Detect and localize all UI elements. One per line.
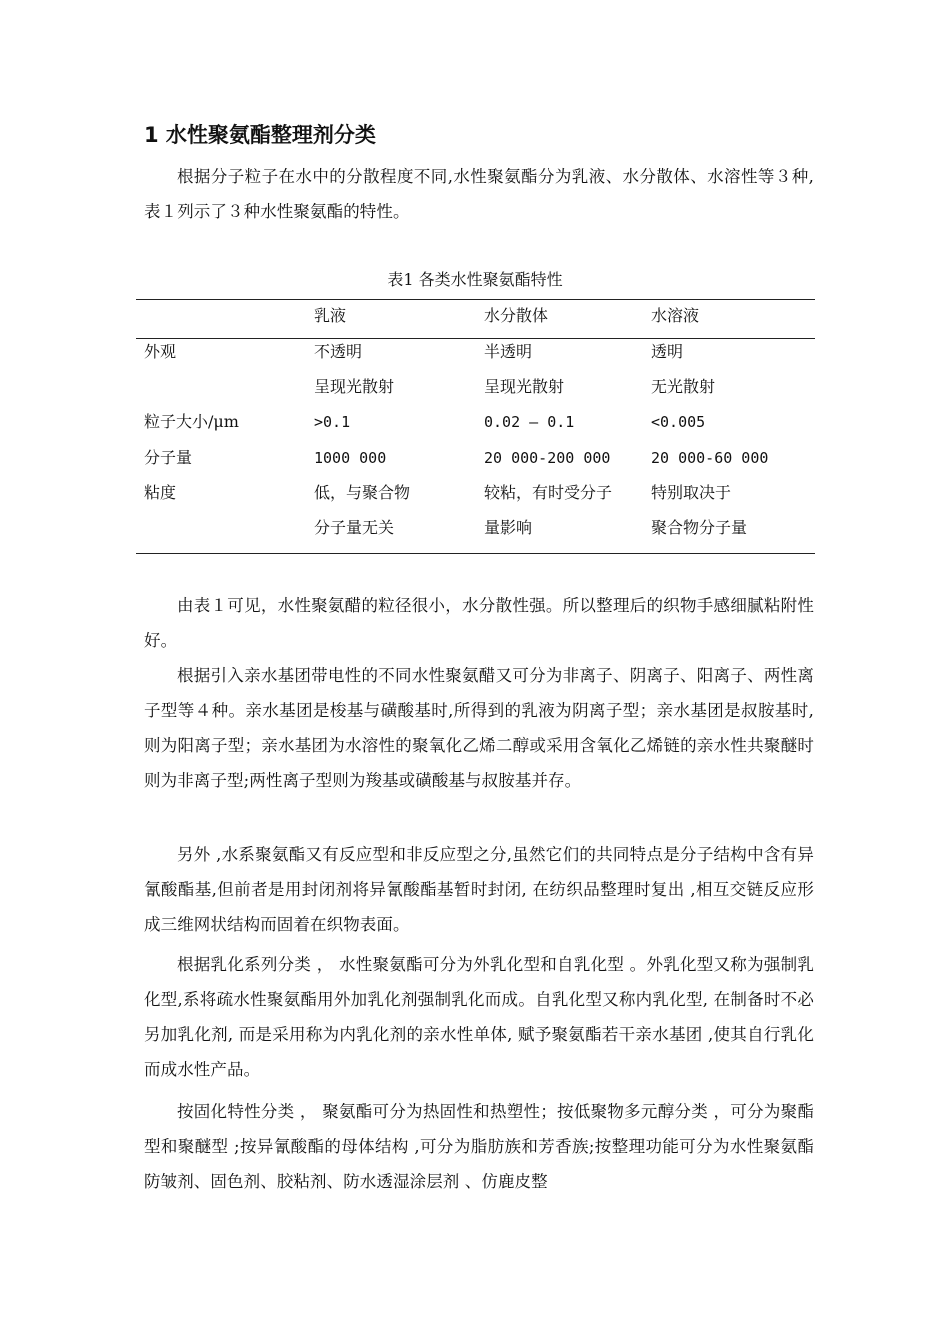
table-caption: 表1 各类水性聚氨酯特性 — [387, 270, 563, 289]
body-paragraph: 按固化特性分类 ， 聚氨酯可分为热固性和热塑性；按低聚物多元醇分类 ，可分为聚酯型和聚醚型 ;按异氰酸酯的母体结构 ,可分为脂肪族和芳香族;按整理功能可分为水性聚氨酯防皱剂、固色剂、胶粘剂、防水透湿涂层剂 、仿鹿皮整 — [144, 1102, 814, 1191]
intro-paragraph: 根据分子粒子在水中的分散程度不同,水性聚氨酯分为乳液、水分散体、水溶性等３种,表１列示了３种水性聚氨酯的特性。 — [144, 167, 814, 221]
table-cell: 20 000-60 000 — [651, 449, 769, 467]
body-paragraph: 由表１可见，水性聚氨醋的粒径很小，水分散性强。所以整理后的织物手感细腻粘附性好。 — [144, 596, 814, 650]
table-cell: 不透明 — [314, 342, 363, 361]
table-cell: 呈现光散射 — [314, 377, 395, 396]
table-cell: 较粘，有时受分子 — [484, 483, 613, 502]
table-row-label: 分子量 — [144, 448, 193, 467]
table-cell: 半透明 — [484, 342, 533, 361]
table-cell: 无光散射 — [651, 377, 716, 396]
table-row-label: 粘度 — [144, 483, 177, 502]
table-row-label: 粒子大小/μm — [144, 412, 239, 431]
table-cell: 量影响 — [484, 518, 533, 537]
body-paragraph: 根据乳化系列分类 ， 水性聚氨酯可分为外乳化型和自乳化型 。外乳化型又称为强制乳化型,系将疏水性聚氨酯用外加乳化剂强制乳化而成。自乳化型又称内乳化型, 在制备时不必另加乳化剂, 而是采用称为内乳化剂的亲水性单体, 赋予聚氨酯若干亲水基团 ,使其自行乳化而成水性产品。 — [144, 955, 814, 1079]
table-header-cell: 水分散体 — [484, 306, 549, 325]
table-bottom-rule — [136, 553, 815, 554]
body-paragraph: 另外 ,水系聚氨酯又有反应型和非反应型之分,虽然它们的共同特点是分子结构中含有异氰酸酯基,但前者是用封闭剂将异氰酸酯基暂时封闭, 在纺织品整理时复出 ,相互交链反应形成三维网状结构而固着在织物表面。 — [144, 845, 814, 934]
table-cell: 透明 — [651, 342, 684, 361]
table-cell: 特别取决于 — [651, 483, 732, 502]
table-header-cell: 乳液 — [314, 306, 347, 325]
table-top-rule — [136, 299, 815, 300]
table-header-rule — [136, 338, 815, 339]
body-paragraph: 根据引入亲水基团带电性的不同水性聚氨醋又可分为非离子、阴离子、阳离子、两性离子型等４种。亲水基团是梭基与磺酸基时,所得到的乳液为阴离子型；亲水基团是叔胺基时,则为阳离子型；亲水基团为水溶性的聚氧化乙烯二醇或采用含氧化乙烯链的亲水性共聚醚时则为非离子型;两性离子型则为羧基或磺酸基与叔胺基并存。 — [144, 666, 814, 790]
table-cell: 0.02 — 0.1 — [484, 413, 575, 431]
table-cell: 20 000-200 000 — [484, 449, 611, 467]
table-cell: >0.1 — [314, 413, 351, 431]
table-row-label: 外观 — [144, 342, 177, 361]
table-cell: 1000 000 — [314, 449, 387, 467]
table-cell: <0.005 — [651, 413, 706, 431]
table-cell: 聚合物分子量 — [651, 518, 748, 537]
section-heading: 1 水性聚氨酯整理剂分类 — [144, 123, 376, 147]
table-cell: 呈现光散射 — [484, 377, 565, 396]
table-header-cell: 水溶液 — [651, 306, 700, 325]
table-cell: 低，与聚合物 — [314, 483, 411, 502]
table-cell: 分子量无关 — [314, 518, 395, 537]
